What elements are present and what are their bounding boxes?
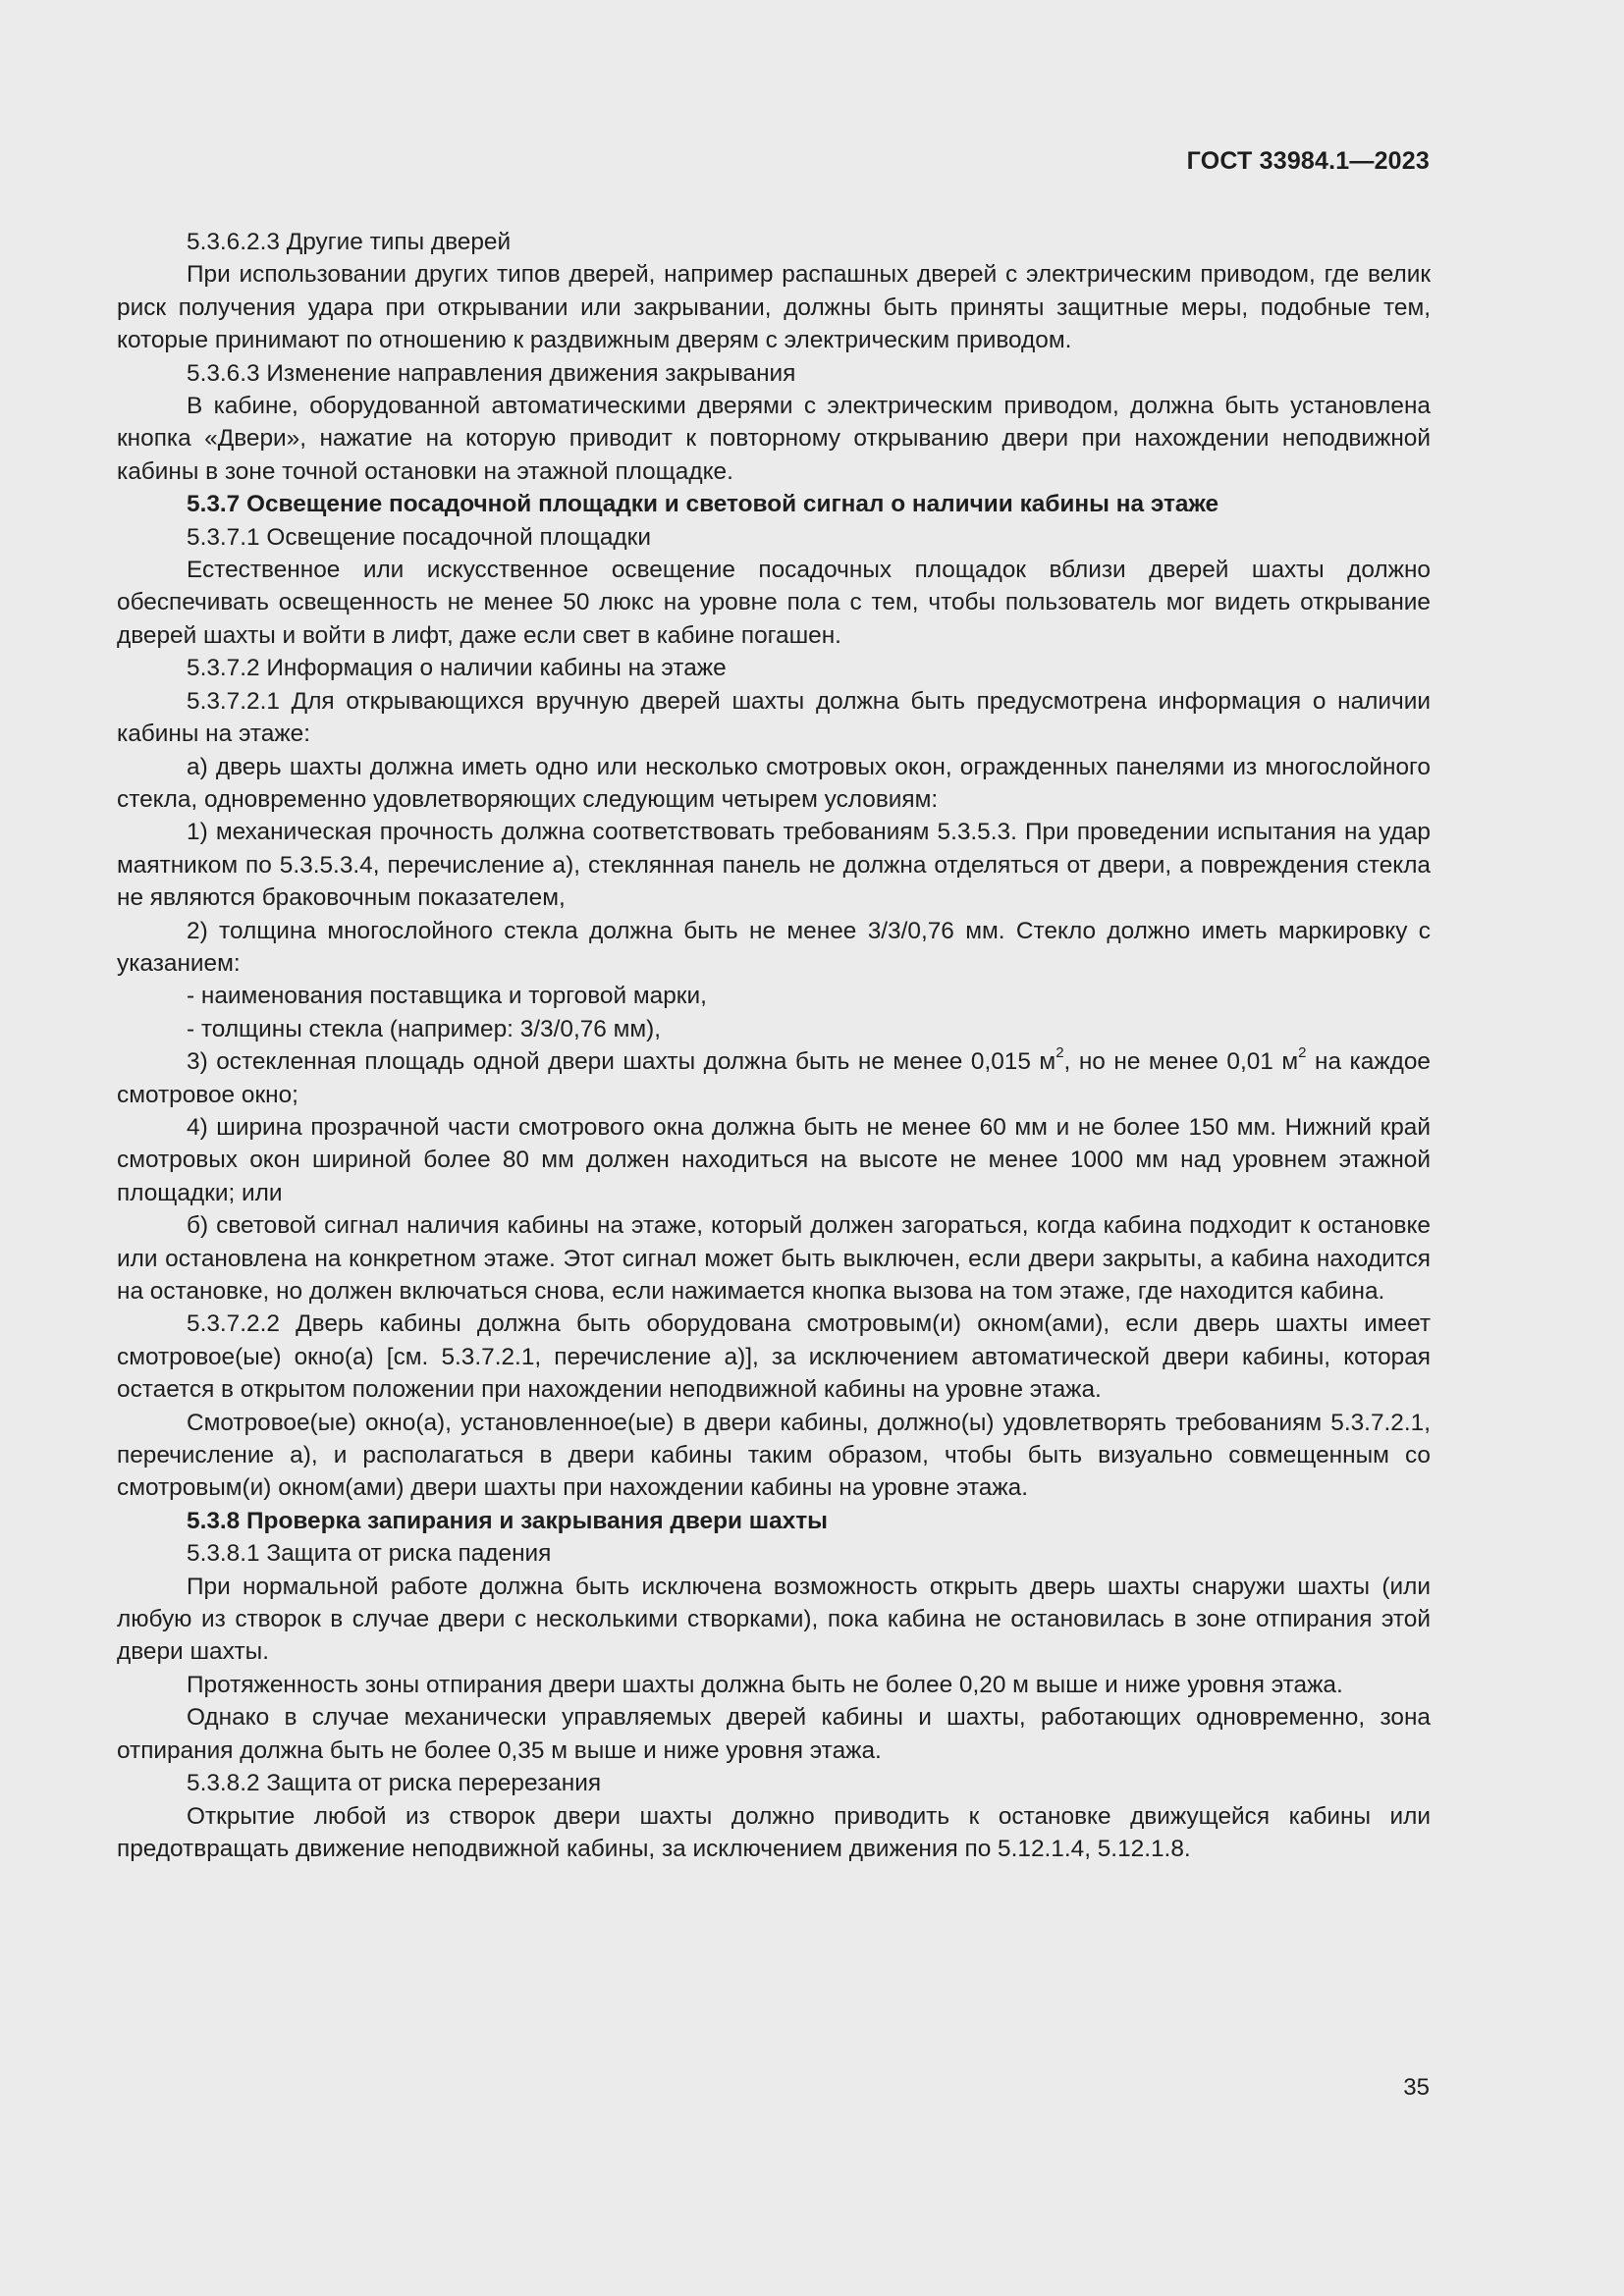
list-item: а) дверь шахты должна иметь одно или несколько смотровых окон, огражденных панелями из многослойного стекла, одновременно удовлетворяющих следующим четырем условиям: bbox=[117, 753, 1431, 813]
clause-heading: 5.3.6.3 Изменение направления движения закрывания bbox=[187, 359, 796, 387]
list-item: 4) ширина прозрачной части смотрового окна должна быть не менее 60 мм и не более 150 мм. Нижний край смотровых окон шириной более 80 мм должен находиться на высоте не менее 1000 мм над уровнем этажной площадки; или bbox=[117, 1113, 1431, 1206]
text-run: 3) остекленная площадь одной двери шахты должна быть не менее 0,015 м bbox=[187, 1048, 1056, 1076]
paragraph: Протяженность зоны отпирания двери шахты должна быть не более 0,20 м выше и ниже уровня этажа. bbox=[187, 1671, 1343, 1698]
paragraph: Естественное или искусственное освещение посадочных площадок вблизи дверей шахты должно обеспечивать освещенность не менее 50 люкс на уровне пола с тем, чтобы пользователь мог видеть открывание дверей шахты и войти в лифт, даже если свет в кабине погашен. bbox=[117, 557, 1431, 649]
list-item bbox=[117, 1045, 1431, 1111]
paragraph: Смотровое(ые) окно(а), установленное(ые) в двери кабины, должно(ы) удовлетворять требованиям 5.3.7.2.1, перечисление а), и располагаться в двери кабины таким образом, чтобы быть визуально совмещенным со смотровым(и) окном(ами) двери шахты при нахождении кабины на уровне этажа. bbox=[117, 1409, 1431, 1502]
list-item: - толщины стекла (например: 3/3/0,76 мм), bbox=[187, 1015, 662, 1042]
list-item: 2) толщина многослойного стекла должна быть не менее 3/3/0,76 мм. Стекло должно иметь маркировку с указанием: bbox=[117, 917, 1431, 977]
paragraph: При нормальной работе должна быть исключена возможность открыть дверь шахты снаружи шахты (или любую из створок в случае двери с несколькими створками), пока кабина не остановилась в зоне отпирания этой двери шахты. bbox=[117, 1573, 1431, 1666]
list-item: 1) механическая прочность должна соответствовать требованиям 5.3.5.3. При проведении испытания на удар маятником по 5.3.5.3.4, перечисление а), стеклянная панель не должна отделяться от двери, а повреждения стекла не являются браковочным показателем, bbox=[117, 819, 1431, 912]
clause-heading: 5.3.8.1 Защита от риска падения bbox=[187, 1540, 552, 1568]
superscript: 2 bbox=[1298, 1044, 1307, 1062]
section-heading: 5.3.8 Проверка запирания и закрывания двери шахты bbox=[187, 1507, 828, 1534]
clause-heading: 5.3.6.2.3 Другие типы дверей bbox=[187, 229, 512, 255]
list-item: б) световой сигнал наличия кабины на этаже, который должен загораться, когда кабина подходит к остановке или остановлена на конкретном этаже. Этот сигнал может быть выключен, если двери закрыты, а кабина находится на остановке, но должен включаться снова, если нажимается кнопка вызова на том этаже, где находится кабина. bbox=[117, 1212, 1431, 1305]
paragraph: При использовании других типов дверей, например распашных дверей с электрическим приводом, где велик риск получения удара при открывании или закрывании, должны быть приняты защитные меры, подобные тем, которые принимают по отношению к раздвижным дверям с электрическим приводом. bbox=[117, 261, 1431, 354]
paragraph: 5.3.7.2.1 Для открывающихся вручную дверей шахты должна быть предусмотрена информация о наличии кабины на этаже: bbox=[117, 687, 1431, 748]
document-number: ГОСТ 33984.1—2023 bbox=[1186, 147, 1430, 175]
clause-heading: 5.3.8.2 Защита от риска перерезания bbox=[187, 1770, 602, 1797]
list-item: - наименования поставщика и торговой марки, bbox=[187, 983, 707, 1010]
clause-heading: 5.3.7.2 Информация о наличии кабины на этаже bbox=[187, 655, 727, 682]
paragraph: 5.3.7.2.2 Дверь кабины должна быть оборудована смотровым(и) окном(ами), если дверь шахты имеет смотровое(ые) окно(а) [см. 5.3.7.2.1, перечисление а)], за исключением автоматической двери кабины, которая остается в открытом положении при нахождении неподвижной кабины на уровне этажа. bbox=[117, 1310, 1431, 1404]
paragraph: Открытие любой из створок двери шахты должно приводить к остановке движущейся кабины или предотвращать движение неподвижной кабины, за исключением движения по 5.12.1.4, 5.12.1.8. bbox=[117, 1802, 1431, 1862]
section-heading: 5.3.7 Освещение посадочной площадки и световой сигнал о наличии кабины на этаже bbox=[187, 491, 1219, 518]
page-number: 35 bbox=[1403, 2074, 1430, 2101]
text-run: , но не менее 0,01 м bbox=[1063, 1048, 1299, 1076]
paragraph: Однако в случае механически управляемых дверей кабины и шахты, работающих одновременно, зона отпирания должна быть не более 0,35 м выше и ниже уровня этажа. bbox=[117, 1704, 1431, 1764]
superscript: 2 bbox=[1056, 1044, 1064, 1062]
page-body bbox=[117, 226, 1431, 1865]
clause-heading: 5.3.7.1 Освещение посадочной площадки bbox=[187, 523, 651, 551]
text-run: на каждое смотровое окно; bbox=[117, 1048, 1431, 1108]
paragraph: В кабине, оборудованной автоматическими дверями с электрическим приводом, должна быть установлена кнопка «Двери», нажатие на которую приводит к повторному открыванию двери при нахождении неподвижной кабины в зоне точной остановки на этажной площадке. bbox=[117, 393, 1431, 485]
